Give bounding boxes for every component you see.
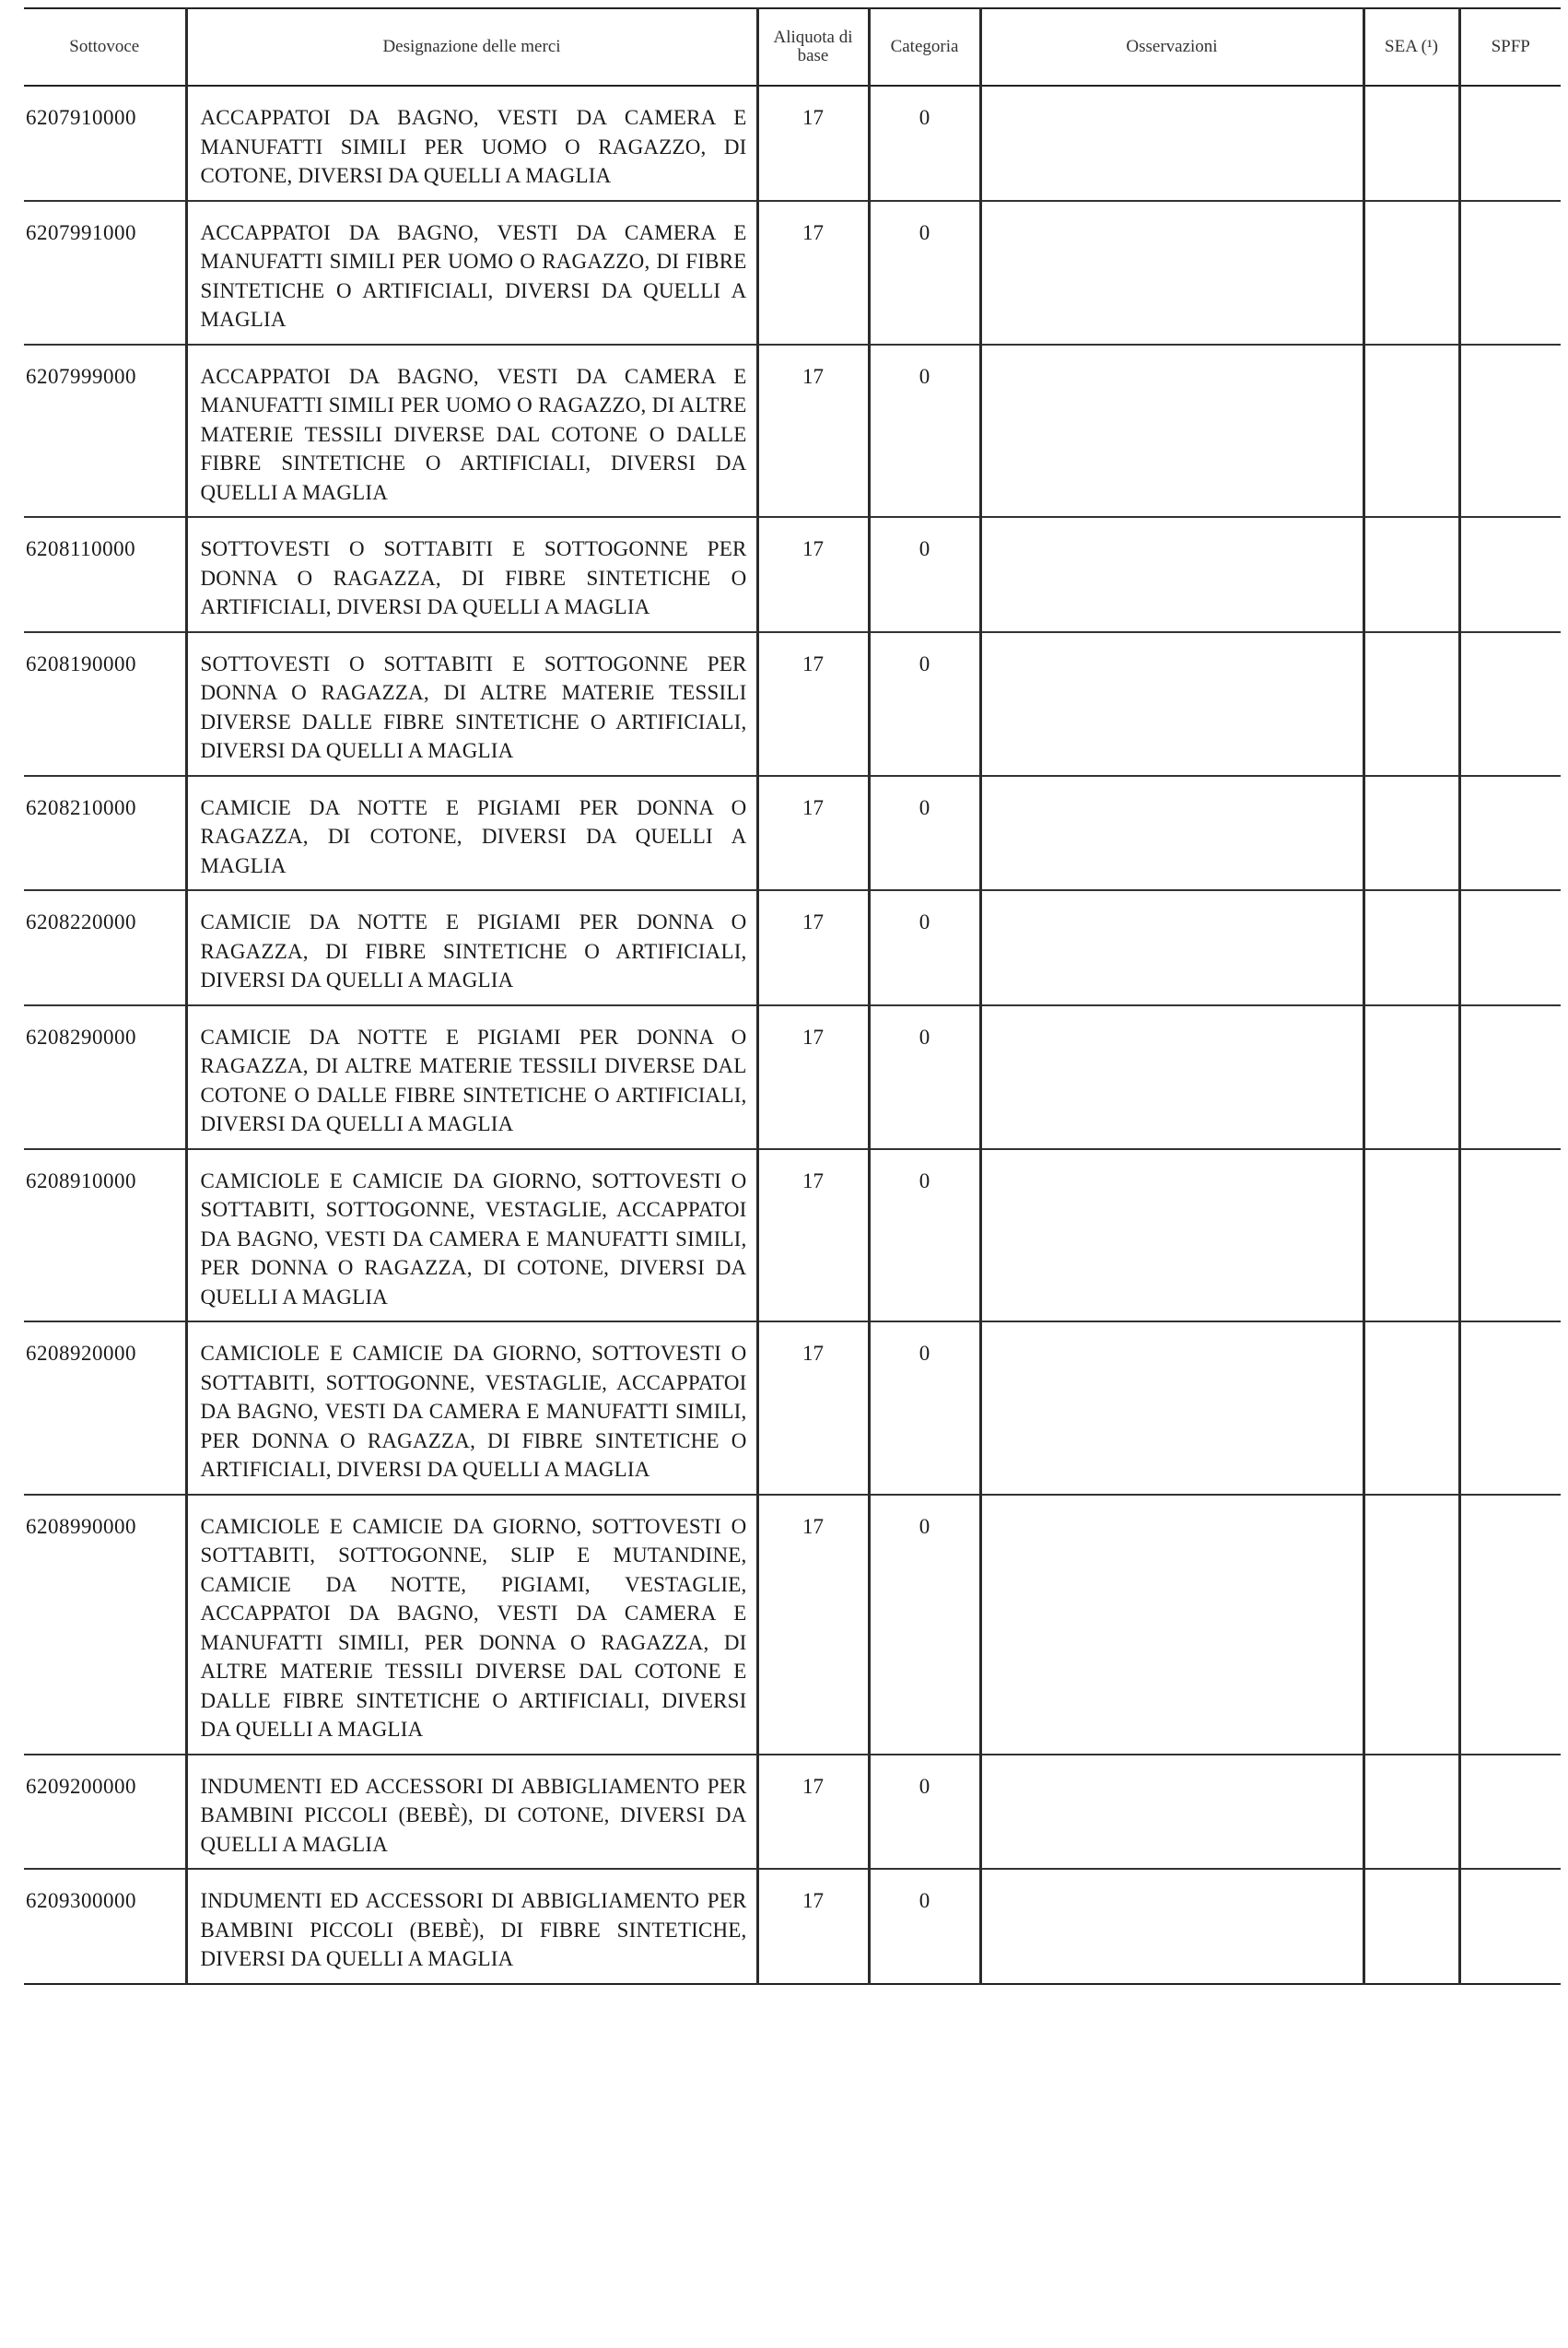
table-row	[24, 1495, 1561, 1755]
cell-sea	[1363, 1321, 1459, 1495]
cell-categoria: 0	[869, 517, 980, 632]
cell-spfp	[1459, 345, 1561, 518]
cell-spfp	[1459, 890, 1561, 1005]
cell-designazione: CAMICIOLE E CAMICIE DA GIORNO, SOTTOVESTI O SOTTABITI, SOTTOGONNE, VESTAGLIE, ACCAPPATOI DA BAGNO, VESTI DA CAMERA E MANUFATTI SIMILI, PER DONNA O RAGAZZA, DI FIBRE SINTETICHE O ARTIFICIALI, DIVERSI DA QUELLI A MAGLIA	[186, 1321, 757, 1495]
cell-osservazioni	[980, 1869, 1363, 1984]
cell-sea	[1363, 776, 1459, 891]
cell-osservazioni	[980, 345, 1363, 518]
cell-categoria: 0	[869, 86, 980, 201]
table-row	[24, 1321, 1561, 1495]
header-designazione: Designazione delle merci	[186, 8, 757, 86]
cell-designazione: ACCAPPATOI DA BAGNO, VESTI DA CAMERA E MANUFATTI SIMILI PER UOMO O RAGAZZO, DI ALTRE MATERIE TESSILI DIVERSE DAL COTONE O DALLE FIBRE SINTETICHE O ARTIFICIALI, DIVERSI DA QUELLI A MAGLIA	[186, 345, 757, 518]
table-row	[24, 517, 1561, 632]
cell-aliquota: 17	[757, 890, 869, 1005]
header-spfp: SPFP	[1459, 8, 1561, 86]
cell-spfp	[1459, 1869, 1561, 1984]
cell-spfp	[1459, 632, 1561, 776]
cell-sea	[1363, 1005, 1459, 1149]
cell-sottovoce: 6207991000	[24, 201, 186, 345]
table-row	[24, 1005, 1561, 1149]
cell-sea	[1363, 201, 1459, 345]
cell-spfp	[1459, 517, 1561, 632]
table-row	[24, 1869, 1561, 1984]
cell-aliquota: 17	[757, 1149, 869, 1322]
cell-designazione: CAMICIOLE E CAMICIE DA GIORNO, SOTTOVESTI O SOTTABITI, SOTTOGONNE, SLIP E MUTANDINE, CAMICIE DA NOTTE, PIGIAMI, VESTAGLIE, ACCAPPATOI DA BAGNO, VESTI DA CAMERA E MANUFATTI SIMILI, PER DONNA O RAGAZZA, DI ALTRE MATERIE TESSILI DIVERSE DAL COTONE E DALLE FIBRE SINTETICHE O ARTIFICIALI, DIVERSI DA QUELLI A MAGLIA	[186, 1495, 757, 1755]
cell-sea	[1363, 1755, 1459, 1870]
cell-sea	[1363, 1149, 1459, 1322]
cell-categoria: 0	[869, 1869, 980, 1984]
cell-categoria: 0	[869, 890, 980, 1005]
tariff-table	[24, 7, 1561, 1985]
header-sea: SEA (¹)	[1363, 8, 1459, 86]
cell-spfp	[1459, 1495, 1561, 1755]
cell-sottovoce: 6208190000	[24, 632, 186, 776]
cell-osservazioni	[980, 1495, 1363, 1755]
cell-sea	[1363, 86, 1459, 201]
cell-osservazioni	[980, 1755, 1363, 1870]
tariff-document	[24, 7, 1561, 1985]
cell-sottovoce: 6207999000	[24, 345, 186, 518]
table-row	[24, 345, 1561, 518]
table-row	[24, 776, 1561, 891]
cell-designazione: CAMICIE DA NOTTE E PIGIAMI PER DONNA O RAGAZZA, DI FIBRE SINTETICHE O ARTIFICIALI, DIVERSI DA QUELLI A MAGLIA	[186, 890, 757, 1005]
cell-spfp	[1459, 1755, 1561, 1870]
cell-categoria: 0	[869, 1149, 980, 1322]
cell-sea	[1363, 1495, 1459, 1755]
table-row	[24, 1149, 1561, 1322]
cell-sea	[1363, 1869, 1459, 1984]
cell-sea	[1363, 890, 1459, 1005]
cell-designazione: CAMICIOLE E CAMICIE DA GIORNO, SOTTOVESTI O SOTTABITI, SOTTOGONNE, VESTAGLIE, ACCAPPATOI DA BAGNO, VESTI DA CAMERA E MANUFATTI SIMILI, PER DONNA O RAGAZZA, DI COTONE, DIVERSI DA QUELLI A MAGLIA	[186, 1149, 757, 1322]
table-row	[24, 86, 1561, 201]
cell-aliquota: 17	[757, 1321, 869, 1495]
cell-designazione: ACCAPPATOI DA BAGNO, VESTI DA CAMERA E MANUFATTI SIMILI PER UOMO O RAGAZZO, DI FIBRE SINTETICHE O ARTIFICIALI, DIVERSI DA QUELLI A MAGLIA	[186, 201, 757, 345]
cell-aliquota: 17	[757, 86, 869, 201]
cell-aliquota: 17	[757, 1005, 869, 1149]
cell-aliquota: 17	[757, 1869, 869, 1984]
header-sottovoce: Sottovoce	[24, 8, 186, 86]
cell-designazione: CAMICIE DA NOTTE E PIGIAMI PER DONNA O RAGAZZA, DI ALTRE MATERIE TESSILI DIVERSE DAL COTONE O DALLE FIBRE SINTETICHE O ARTIFICIALI, DIVERSI DA QUELLI A MAGLIA	[186, 1005, 757, 1149]
cell-aliquota: 17	[757, 1495, 869, 1755]
cell-categoria: 0	[869, 1321, 980, 1495]
cell-aliquota: 17	[757, 776, 869, 891]
cell-spfp	[1459, 1321, 1561, 1495]
cell-categoria: 0	[869, 1495, 980, 1755]
header-categoria: Categoria	[869, 8, 980, 86]
cell-osservazioni	[980, 890, 1363, 1005]
cell-sottovoce: 6208910000	[24, 1149, 186, 1322]
cell-sottovoce: 6207910000	[24, 86, 186, 201]
cell-designazione: SOTTOVESTI O SOTTABITI E SOTTOGONNE PER DONNA O RAGAZZA, DI ALTRE MATERIE TESSILI DIVERSE DALLE FIBRE SINTETICHE O ARTIFICIALI, DIVERSI DA QUELLI A MAGLIA	[186, 632, 757, 776]
cell-osservazioni	[980, 632, 1363, 776]
table-row	[24, 890, 1561, 1005]
cell-spfp	[1459, 1149, 1561, 1322]
cell-sottovoce: 6209300000	[24, 1869, 186, 1984]
cell-spfp	[1459, 1005, 1561, 1149]
table-row	[24, 201, 1561, 345]
cell-sottovoce: 6209200000	[24, 1755, 186, 1870]
cell-sottovoce: 6208220000	[24, 890, 186, 1005]
cell-sea	[1363, 632, 1459, 776]
cell-osservazioni	[980, 776, 1363, 891]
cell-categoria: 0	[869, 1755, 980, 1870]
cell-designazione: SOTTOVESTI O SOTTABITI E SOTTOGONNE PER DONNA O RAGAZZA, DI FIBRE SINTETICHE O ARTIFICIALI, DIVERSI DA QUELLI A MAGLIA	[186, 517, 757, 632]
cell-sottovoce: 6208920000	[24, 1321, 186, 1495]
cell-osservazioni	[980, 86, 1363, 201]
table-body	[24, 86, 1561, 1984]
header-osservazioni: Osservazioni	[980, 8, 1363, 86]
cell-aliquota: 17	[757, 632, 869, 776]
cell-sottovoce: 6208290000	[24, 1005, 186, 1149]
cell-aliquota: 17	[757, 345, 869, 518]
cell-spfp	[1459, 201, 1561, 345]
table-row	[24, 632, 1561, 776]
cell-categoria: 0	[869, 201, 980, 345]
cell-categoria: 0	[869, 776, 980, 891]
cell-designazione: ACCAPPATOI DA BAGNO, VESTI DA CAMERA E MANUFATTI SIMILI PER UOMO O RAGAZZO, DI COTONE, DIVERSI DA QUELLI A MAGLIA	[186, 86, 757, 201]
cell-aliquota: 17	[757, 517, 869, 632]
cell-osservazioni	[980, 1149, 1363, 1322]
cell-aliquota: 17	[757, 1755, 869, 1870]
cell-osservazioni	[980, 517, 1363, 632]
cell-osservazioni	[980, 1321, 1363, 1495]
cell-aliquota: 17	[757, 201, 869, 345]
cell-designazione: INDUMENTI ED ACCESSORI DI ABBIGLIAMENTO PER BAMBINI PICCOLI (BEBÈ), DI FIBRE SINTETICHE, DIVERSI DA QUELLI A MAGLIA	[186, 1869, 757, 1984]
header-aliquota: Aliquota di base	[757, 8, 869, 86]
cell-osservazioni	[980, 1005, 1363, 1149]
cell-categoria: 0	[869, 632, 980, 776]
cell-sottovoce: 6208110000	[24, 517, 186, 632]
cell-designazione: INDUMENTI ED ACCESSORI DI ABBIGLIAMENTO PER BAMBINI PICCOLI (BEBÈ), DI COTONE, DIVERSI DA QUELLI A MAGLIA	[186, 1755, 757, 1870]
cell-sea	[1363, 345, 1459, 518]
cell-spfp	[1459, 86, 1561, 201]
cell-designazione: CAMICIE DA NOTTE E PIGIAMI PER DONNA O RAGAZZA, DI COTONE, DIVERSI DA QUELLI A MAGLIA	[186, 776, 757, 891]
cell-categoria: 0	[869, 1005, 980, 1149]
cell-osservazioni	[980, 201, 1363, 345]
cell-sea	[1363, 517, 1459, 632]
cell-sottovoce: 6208210000	[24, 776, 186, 891]
cell-categoria: 0	[869, 345, 980, 518]
cell-spfp	[1459, 776, 1561, 891]
cell-sottovoce: 6208990000	[24, 1495, 186, 1755]
table-row	[24, 1755, 1561, 1870]
table-header-row	[24, 8, 1561, 86]
